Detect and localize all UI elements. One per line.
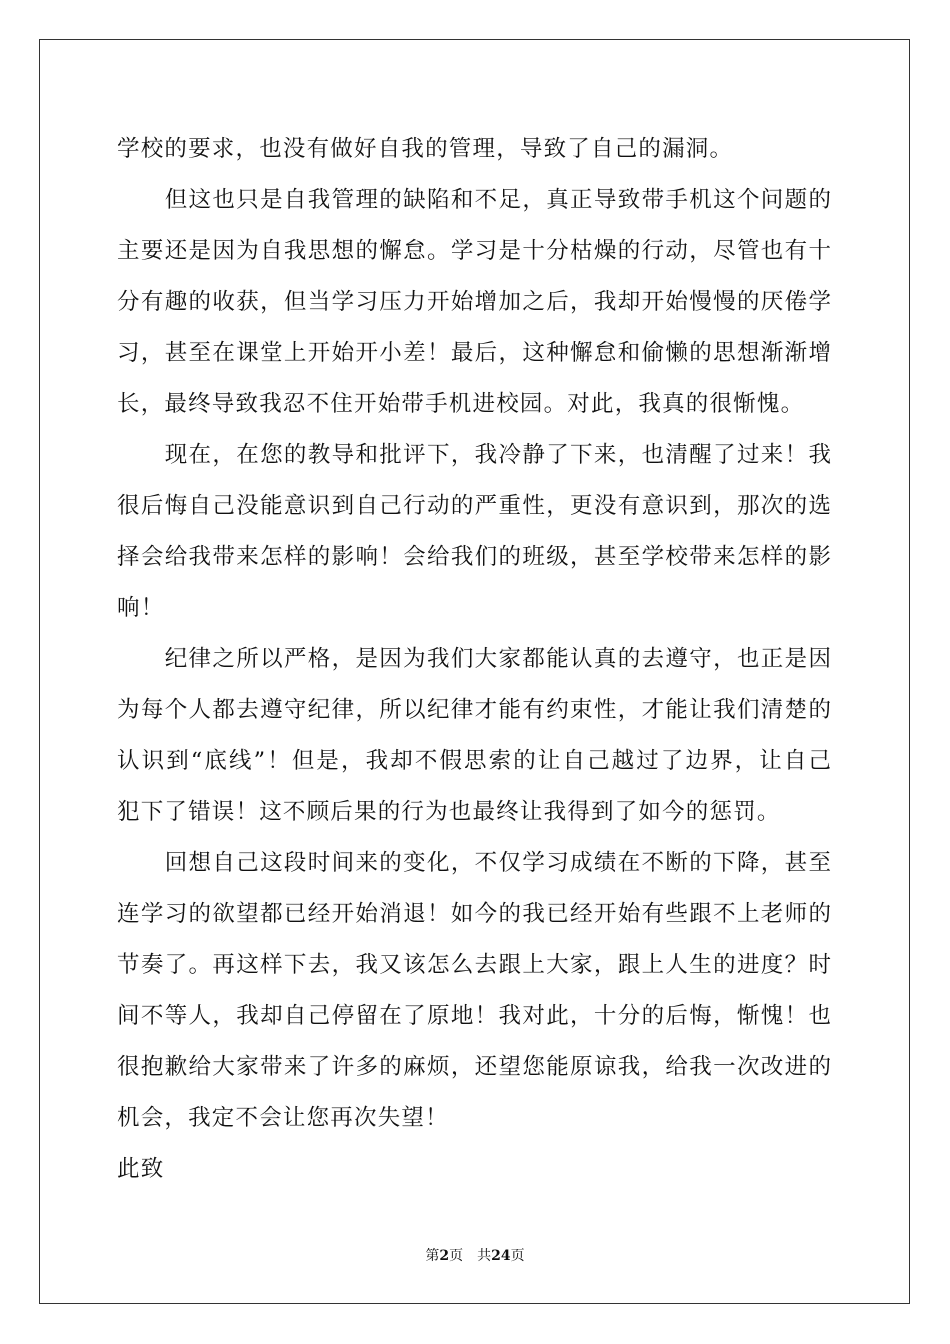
text-line: 很后悔自己没能意识到自己行动的严重性，更没有意识到，那次的选	[117, 493, 831, 519]
text-line: 为每个人都去遵守纪律，所以纪律才能有约束性，才能让我们清楚的	[117, 697, 831, 723]
text-line: 犯下了错误！这不顾后果的行为也最终让我得到了如今的惩罚。	[117, 799, 781, 825]
text-line: 机会，我定不会让您再次失望！	[117, 1105, 449, 1131]
text-line: 择会给我带来怎样的影响！会给我们的班级，甚至学校带来怎样的影	[117, 544, 831, 570]
text-line: 学校的要求，也没有做好自我的管理，导致了自己的漏洞。	[117, 136, 734, 162]
text-line: 连学习的欲望都已经开始消退！如今的我已经开始有些跟不上老师的	[117, 901, 831, 927]
text-line: 纪律之所以严格，是因为我们大家都能认真的去遵守，也正是因	[117, 646, 831, 672]
closing-line: 此致	[117, 1156, 165, 1182]
text-line: 现在，在您的教导和批评下，我冷静了下来，也清醒了过来！我	[117, 442, 831, 468]
text-line: 响！	[117, 595, 165, 621]
total-suffix: 页	[510, 1248, 525, 1264]
text-line: 间不等人，我却自己停留在了原地！我对此，十分的后悔，惭愧！也	[117, 1003, 831, 1029]
text-line: 认识到“底线”！但是，我却不假思索的让自己越过了边界，让自己	[117, 748, 831, 774]
text-line: 长，最终导致我忍不住开始带手机进校园。对此，我真的很惭愧。	[117, 391, 805, 417]
text-line: 回想自己这段时间来的变化，不仅学习成绩在不断的下降，甚至	[117, 850, 831, 876]
page-prefix: 第	[425, 1248, 440, 1264]
text-line: 但这也只是自我管理的缺陷和不足，真正导致带手机这个问题的	[117, 187, 831, 213]
total-page-number: 24	[491, 1248, 511, 1264]
page-suffix: 页	[449, 1248, 464, 1264]
text-line: 节奏了。再这样下去，我又该怎么去跟上大家，跟上人生的进度？时	[117, 952, 831, 978]
total-prefix: 共	[477, 1248, 492, 1264]
text-line: 主要还是因为自我思想的懈怠。学习是十分枯燥的行动，尽管也有十	[117, 238, 831, 264]
text-line: 很抱歉给大家带来了许多的麻烦，还望您能原谅我，给我一次改进的	[117, 1054, 831, 1080]
text-line: 习，甚至在课堂上开始开小差！最后，这种懈怠和偷懒的思想渐渐增	[117, 340, 831, 366]
current-page-number: 2	[439, 1248, 450, 1264]
text-line: 分有趣的收获，但当学习压力开始增加之后，我却开始慢慢的厌倦学	[117, 289, 831, 315]
page-footer	[0, 1247, 950, 1265]
